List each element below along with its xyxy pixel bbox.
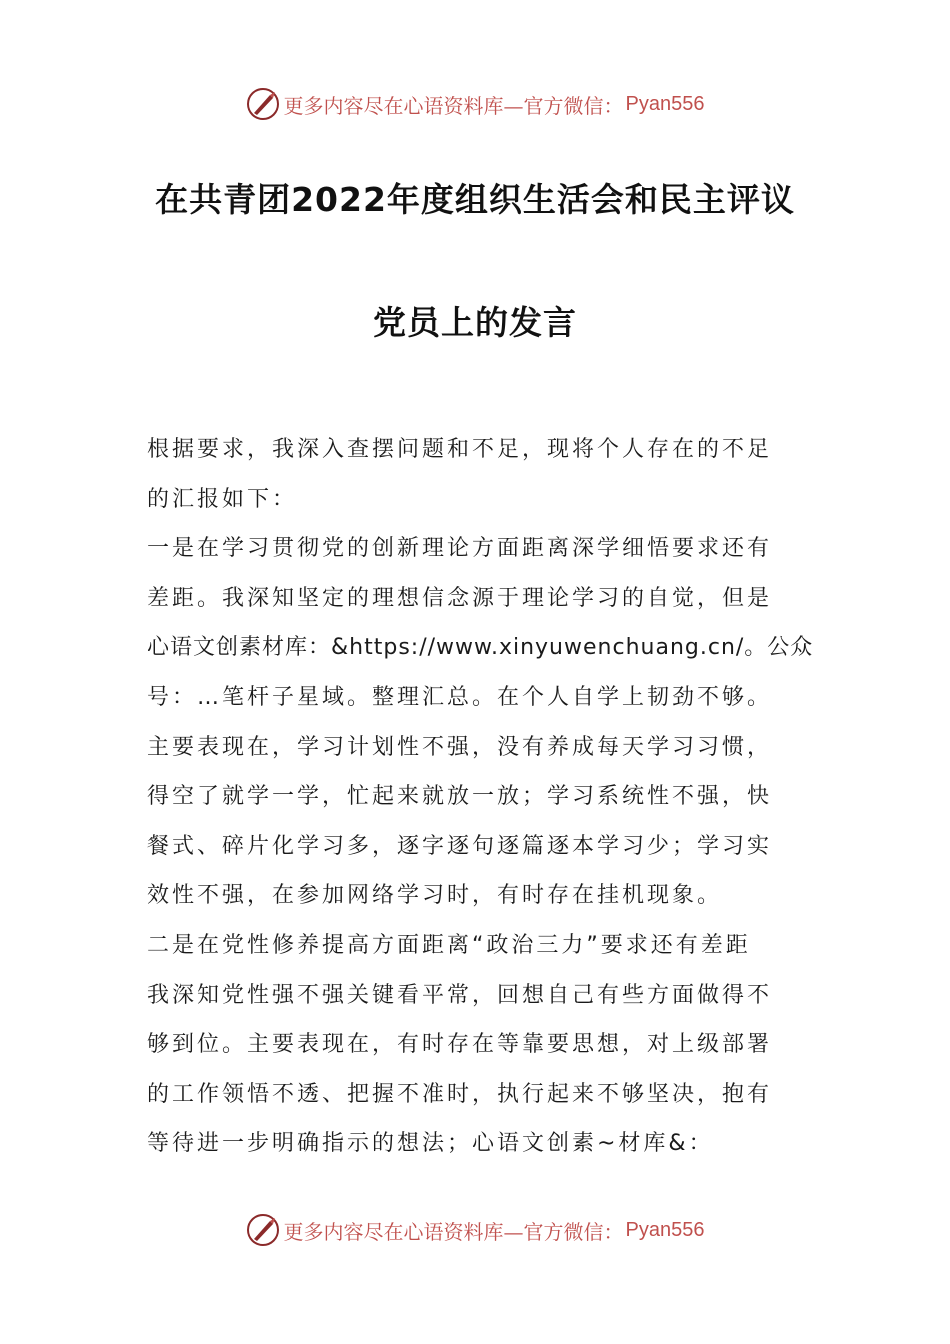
quill-pen-icon: [246, 1213, 280, 1247]
body-line: 号：…笔杆子星域。整理汇总。在个人自学上韧劲不够。: [147, 684, 773, 710]
body-line: 我深知党性强不强关键看平常，回想自己有些方面做得不: [147, 982, 773, 1008]
body-line: 得空了就学一学，忙起来就放一放；学习系统性不强，快: [147, 784, 773, 810]
body-line: 的工作领悟不透、把握不准时，执行起来不够坚决，抱有: [147, 1081, 773, 1107]
body-line: 等待进一步明确指示的想法；心语文创素~材库&：: [147, 1131, 714, 1157]
banner-text: 更多内容尽在心语资料库—官方微信：: [283, 93, 624, 118]
body-line: 二是在党性修养提高方面距离“政治三力”要求还有差距: [147, 932, 751, 958]
body-line: 差距。我深知坚定的理想信念源于理论学习的自觉，但是: [147, 585, 773, 611]
quill-pen-icon: [246, 87, 280, 121]
banner-wechat-id: Pyan556: [625, 92, 705, 115]
body-line: 根据要求，我深入查摆问题和不足，现将个人存在的不足: [147, 437, 773, 462]
document-title-line1: 在共青团2022年度组织生活会和民主评议: [155, 180, 795, 219]
banner-text: 更多内容尽在心语资料库—官方微信：: [283, 1219, 624, 1244]
body-line: 的汇报如下：: [147, 486, 298, 512]
header-watermark-banner: [0, 84, 950, 124]
body-line: 餐式、碎片化学习多，逐字逐句逐篇逐本学习少；学习实: [147, 833, 773, 859]
body-line: 够到位。主要表现在，有时存在等靠要思想，对上级部署: [147, 1032, 773, 1058]
body-line: 主要表现在，学习计划性不强，没有养成每天学习习惯，: [147, 734, 773, 760]
banner-wechat-id: Pyan556: [625, 1218, 705, 1241]
document-title-line2: 党员上的发言: [373, 303, 577, 342]
body-line: 一是在学习贯彻党的创新理论方面距离深学细悟要求还有: [147, 536, 773, 562]
footer-watermark-banner: [0, 1210, 950, 1250]
document-body: [147, 425, 814, 1169]
body-line: 效性不强，在参加网络学习时，有时存在挂机现象。: [147, 883, 723, 909]
body-line: 心语文创素材库：&https://www.xinyuwenchuang.cn/。公众: [147, 635, 814, 661]
